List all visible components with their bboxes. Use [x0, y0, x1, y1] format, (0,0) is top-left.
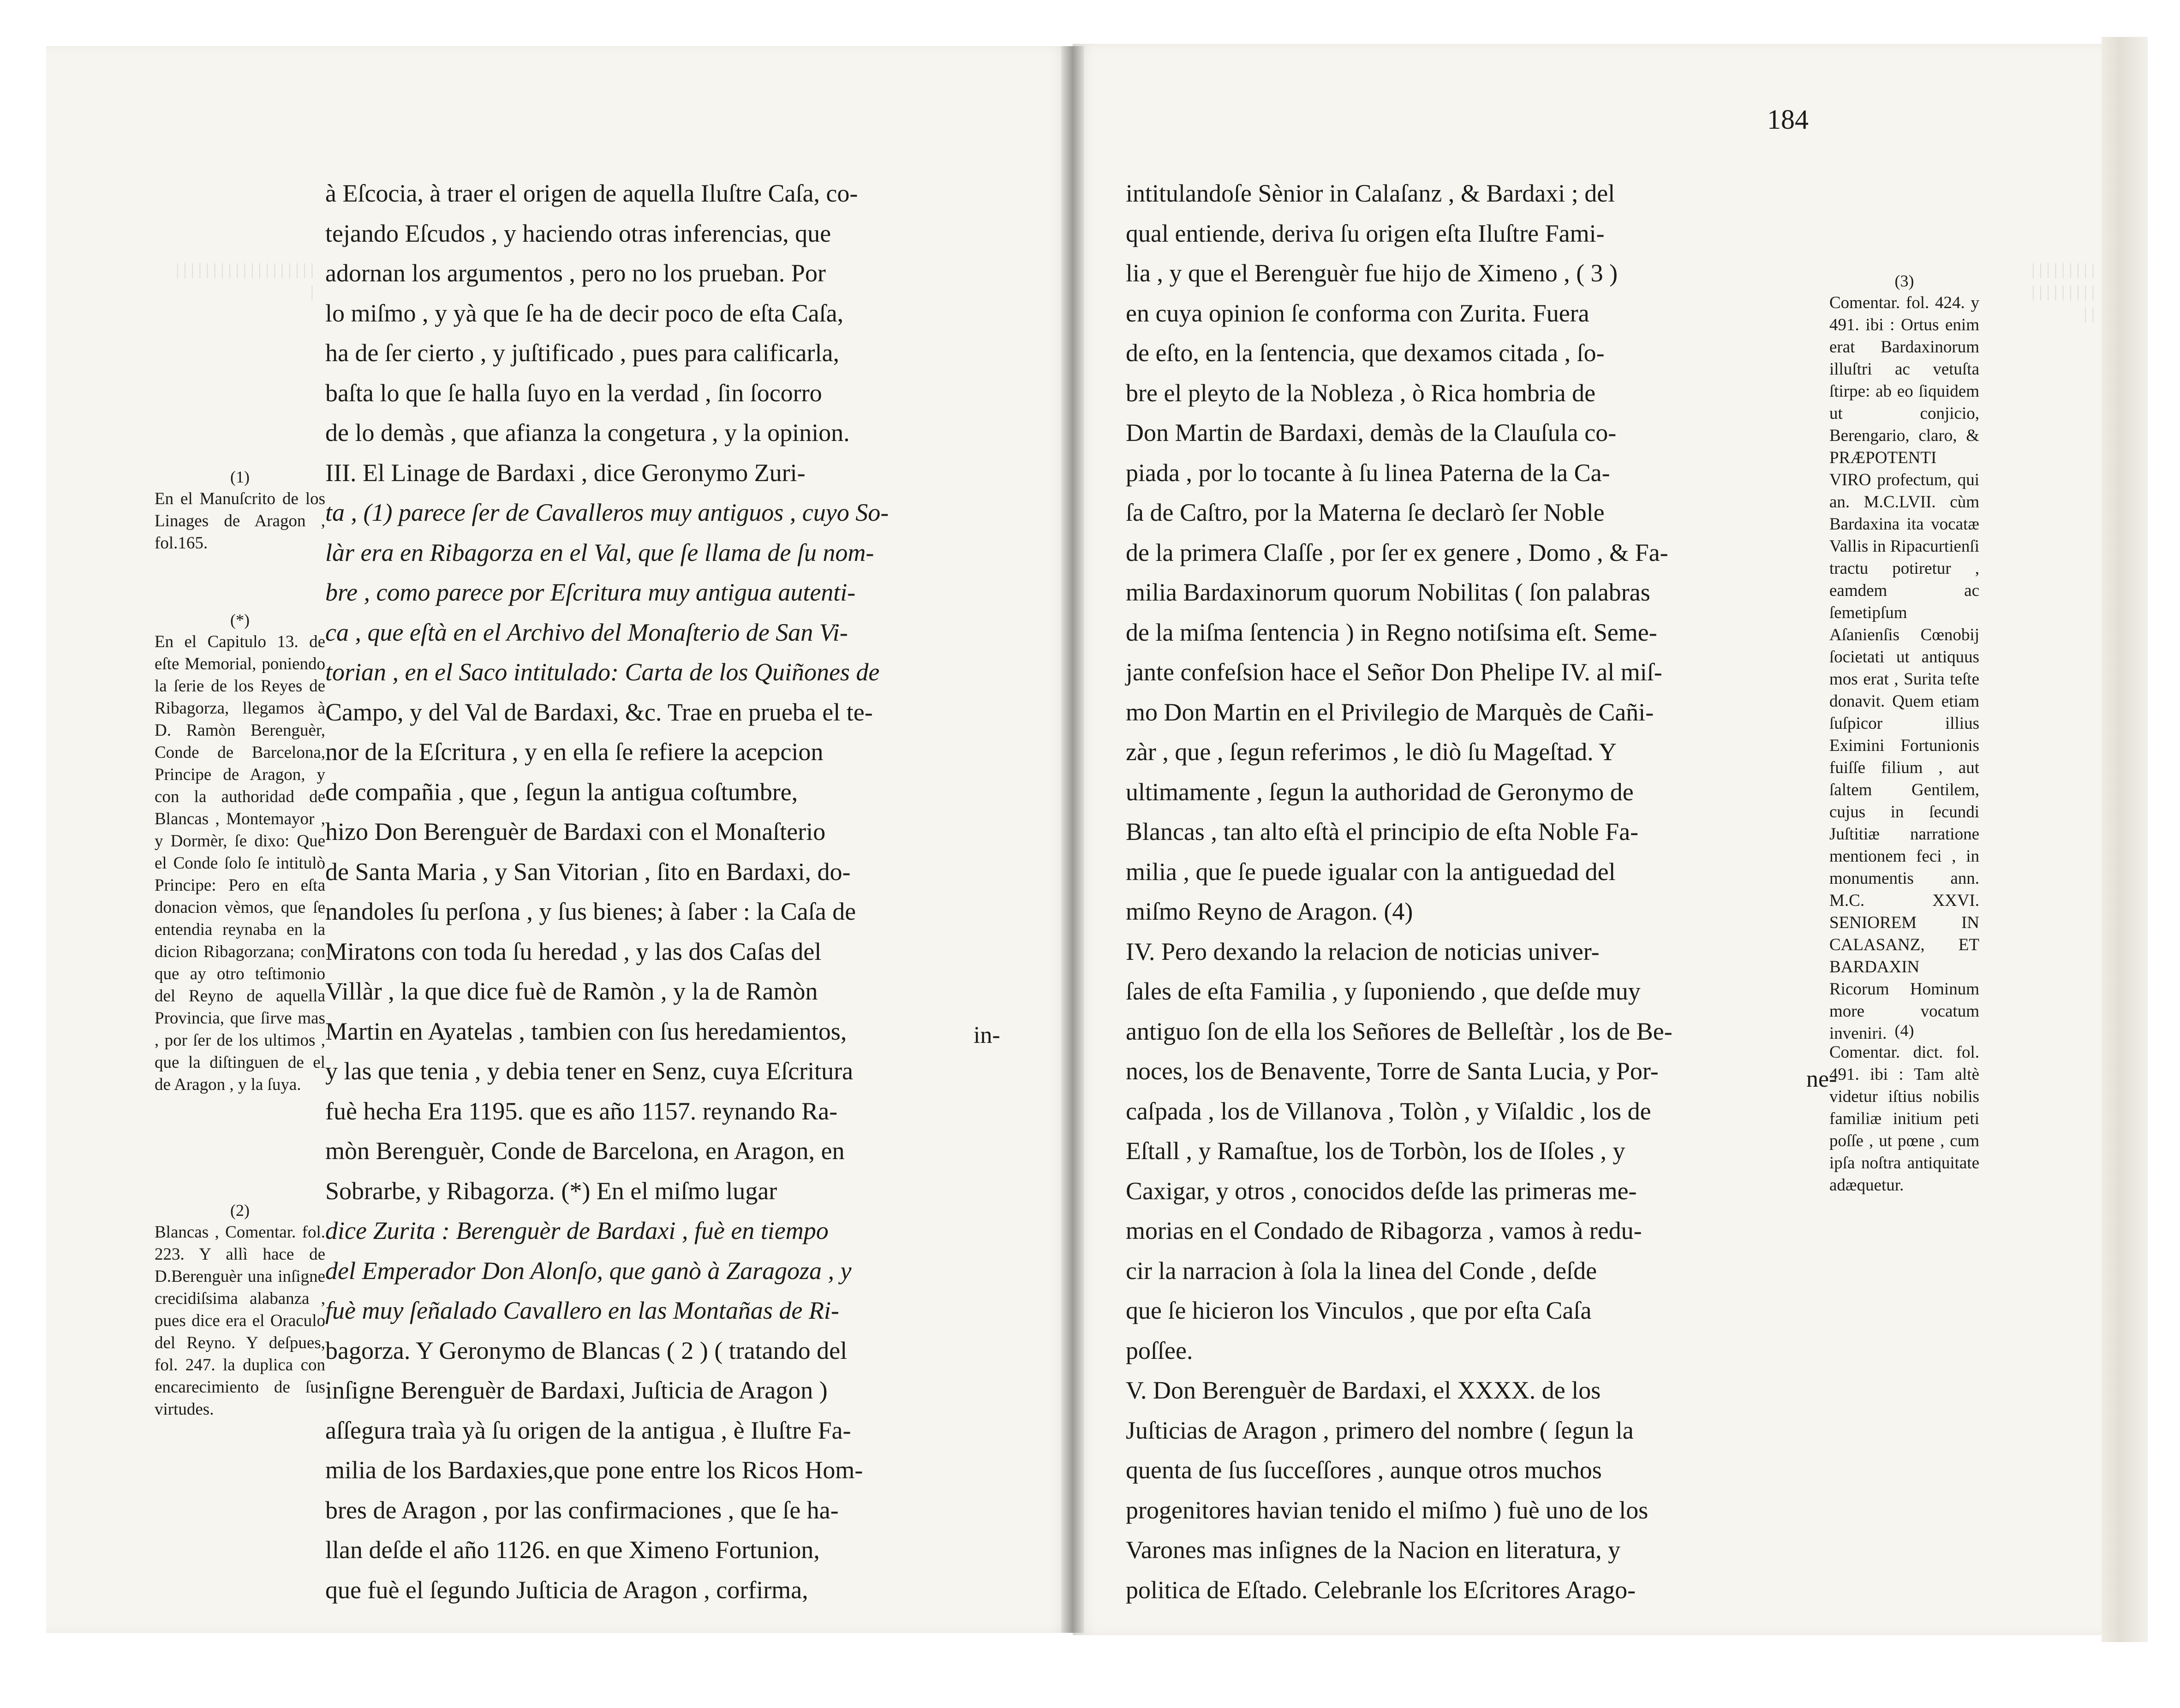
text-line: y las que tenia , y debia tener en Senz, cuya Eſcritura [325, 1057, 854, 1085]
text-line: ultimamente , ſegun la authoridad de Geronymo de [1126, 778, 1634, 806]
marginal-note-star [155, 609, 325, 1096]
text-line: adornan los argumentos , pero no los prueban. Por [325, 259, 826, 287]
text-line: de eſto, en la ſentencia, que dexamos citada , ſo- [1126, 339, 1605, 367]
text-line: del Emperador Don Alonſo, que ganò à Zaragoza , y [325, 1256, 852, 1285]
text-line: morias en el Condado de Ribagorza , vamos à redu- [1126, 1217, 1642, 1244]
marginal-note-4 [1829, 1019, 1979, 1196]
text-line: Villàr , la que dice fuè de Ramòn , y la de Ramòn [325, 977, 818, 1005]
text-line: mòn Berenguèr, Conde de Barcelona, en Aragon, en [325, 1137, 845, 1165]
text-line: Varones mas inſignes de la Nacion en literatura, y [1126, 1536, 1621, 1564]
text-line: caſpada , los de Villanova , Tolòn , y Viſaldic , los de [1126, 1097, 1651, 1125]
text-line: bre , como parece por Eſcritura muy antigua autenti- [325, 578, 856, 606]
text-line: ca , que eſtà en el Archivo del Monaſterio de San Vi- [325, 618, 848, 646]
catchword-right: ne- [1806, 1066, 1837, 1092]
text-line: Blancas , tan alto eſtà el principio de eſta Noble Fa- [1126, 818, 1639, 845]
page-number: 184 [1767, 104, 1809, 135]
text-line: ſales de eſta Familia , y ſuponiendo , que deſde muy [1126, 977, 1641, 1005]
text-line: Sobrarbe, y Ribagorza. (*) En el miſmo lugar [325, 1177, 777, 1205]
text-line: aſſegura traìa yà ſu origen de la antigua , è Iluſtre Fa- [325, 1416, 851, 1444]
marginal-note-1 [155, 466, 325, 554]
text-line: que ſe hicieron los Vinculos , que por eſta Caſa [1126, 1297, 1592, 1324]
text-line: Don Martin de Bardaxi, demàs de la Clauſula co- [1126, 419, 1617, 446]
bleed-through-left: | | | | | | | | | | | | | | | | | | | | [176, 260, 314, 301]
text-line: cir la narracion à ſola la linea del Conde , deſde [1126, 1256, 1597, 1285]
catchword-left: in- [974, 1022, 1000, 1048]
text-line: ta , (1) parece ſer de Cavalleros muy antiguos , cuyo So- [325, 499, 889, 526]
text-line: fuè muy ſeñalado Cavallero en las Montañas de Ri- [325, 1297, 839, 1324]
text-line: inſigne Berenguèr de Bardaxi, Juſticia de Aragon ) [325, 1376, 828, 1404]
text-line: zàr , que , ſegun referimos , le diò ſu Mageſtad. Y [1126, 738, 1617, 766]
text-line: de la primera Claſſe , por ſer ex genere , Domo , & Fa- [1126, 538, 1668, 566]
text-line: llan deſde el año 1126. en que Ximeno Fortunion, [325, 1536, 820, 1564]
text-line: bagorza. Y Geronymo de Blancas ( 2 ) ( tratando del [325, 1336, 848, 1364]
bleed-through-right: | | | | | | | | | | | | | | | | | | | | [2031, 260, 2095, 323]
text-line: hizo Don Berenguèr de Bardaxi con el Monaſterio [325, 818, 826, 845]
text-line: dice Zurita : Berenguèr de Bardaxi , fuè en tiempo [325, 1217, 829, 1244]
text-line: de lo demàs , que afianza la congetura , y la opinion. [325, 419, 850, 446]
text-line: baſta lo que ſe halla ſuyo en la verdad , ſin ſocorro [325, 379, 822, 407]
text-line: nor de la Eſcritura , y en ella ſe refiere la acepcion [325, 738, 824, 766]
text-line: bre el pleyto de la Nobleza , ò Rica hombria de [1126, 379, 1596, 407]
text-line: milia , que ſe puede igualar con la antiguedad del [1126, 857, 1616, 886]
text-line: intitulandoſe Sènior in Calaſanz , & Bardaxi ; del [1126, 179, 1615, 207]
text-line: piada , por lo tocante à ſu linea Paterna de la Ca- [1126, 458, 1610, 487]
note-mark: (*) [230, 611, 250, 629]
note-mark: (2) [230, 1201, 250, 1220]
note-mark: (3) [1894, 272, 1914, 290]
text-line: ſa de Caſtro, por la Materna ſe declarò ſer Noble [1126, 499, 1605, 526]
text-line: lo miſmo , y yà que ſe ha de decir poco de eſta Caſa, [325, 299, 844, 327]
text-line: jante confeſsion hace el Señor Don Phelipe IV. al miſ- [1126, 658, 1662, 686]
text-line: noces, los de Benavente, Torre de Santa Lucia, y Por- [1126, 1057, 1659, 1085]
text-line: politica de Eſtado. Celebranle los Eſcritores Arago- [1126, 1576, 1636, 1604]
text-line: en cuya opinion ſe conforma con Zurita. Fuera [1126, 299, 1589, 327]
marginal-note-3 [1829, 270, 1979, 1045]
marginal-note-2 [155, 1199, 325, 1421]
text-line: de la miſma ſentencia ) in Regno notiſsima eſt. Seme- [1126, 618, 1657, 646]
text-line: miſmo Reyno de Aragon. (4) [1126, 898, 1413, 925]
text-line: Martin en Ayatelas , tambien con ſus heredamientos, [325, 1017, 847, 1045]
text-line: làr era en Ribagorza en el Val, que ſe llama de ſu nom- [325, 538, 874, 566]
text-line: tejando Eſcudos , y haciendo otras inferencias, que [325, 219, 831, 247]
text-line: poſſee. [1126, 1336, 1193, 1364]
text-line: progenitores havian tenido el miſmo ) fuè uno de los [1126, 1496, 1648, 1524]
text-line: antiguo ſon de ella los Señores de Belleſtàr , los de Be- [1126, 1017, 1672, 1045]
text-line: à Eſcocia, à traer el origen de aquella Iluſtre Caſa, co- [325, 179, 858, 207]
text-line: III. El Linage de Bardaxi , dice Geronymo Zuri- [325, 458, 806, 487]
text-line: Campo, y del Val de Bardaxi, &c. Trae en prueba el te- [325, 698, 873, 726]
text-line: quenta de ſus ſucceſſores , aunque otros muchos [1126, 1456, 1602, 1484]
right-page-body [1126, 173, 1822, 1610]
text-line: torian , en el Saco intitulado: Carta de los Quiñones de [325, 658, 880, 686]
text-line: bres de Aragon , por las confirmaciones , que ſe ha- [325, 1496, 839, 1524]
note-text: Comentar. fol. 424. y 491. ibi : Ortus enim erat Bardaxinorum illuſtri ac vetuſta ſtirpe: ab eo ſiquidem ut conjicio, Berengario, claro, & PRÆPOTENTI VIRO profectum, qui an. M.C.LVII. cùm Bardaxina ita vocatæ Vallis in Ripacurtienſi tractu potiretur , eamdem ac ſemetipſum Aſanienſis Cœnobij ſocietati ut antiquus mos erat , Surita teſte donavit. Quem etiam ſuſpicor illius Eximini Fortunionis fuiſſe filium , aut ſaltem Gentilem, cujus in ſecundi Juſtitiæ narratione mentionem feci , in monumentis ann. M.C. XXVI. SENIOREM IN CALASANZ, ET BARDAXIN Ricorum Hominum more vocatum inveniri. [1829, 293, 1979, 1043]
note-mark: (4) [1894, 1021, 1914, 1040]
page-edge [2102, 37, 2148, 1642]
text-line: mo Don Martin en el Privilegio de Marquès de Cañi- [1126, 698, 1654, 726]
text-line: Caxigar, y otros , conocidos deſde las primeras me- [1126, 1177, 1637, 1205]
note-text: Blancas , Comentar. fol. 223. Y allì hace de D.Berenguèr una inſigne crecidiſsima alabanza , pues dice era el Oraculo del Reyno. Y deſpues, fol. 247. la duplica con encarecimiento de ſus virtudes. [155, 1223, 325, 1419]
note-text: Comentar. dict. fol. 491. ibi : Tam altè videtur iſtius nobilis familiæ initium peti poſſe , ut pœne , cum ipſa noſtra antiquitate adæquetur. [1829, 1043, 1979, 1195]
text-line: que fuè el ſegundo Juſticia de Aragon , corfirma, [325, 1576, 808, 1604]
text-line: lia , y que el Berenguèr fue hijo de Ximeno , ( 3 ) [1126, 259, 1618, 287]
text-line: qual entiende, deriva ſu origen eſta Iluſtre Fami- [1126, 219, 1605, 247]
left-page-body [325, 173, 1020, 1610]
text-line: ha de ſer cierto , y juſtificado , pues para calificarla, [325, 339, 839, 367]
text-line: de compañia , que , ſegun la antigua coſtumbre, [325, 778, 798, 806]
text-line: Juſticias de Aragon , primero del nombre ( ſegun la [1126, 1416, 1634, 1444]
text-line: de Santa Maria , y San Vitorian , ſito en Bardaxi, do- [325, 857, 851, 886]
note-text: En el Capitulo 13. de eſte Memorial, poniendo la ſerie de los Reyes de Ribagorza, llegamos à D. Ramòn Berenguèr, Conde de Barcelona, Principe de Aragon, y con la authoridad de Blancas , Montemayor , y Dormèr, ſe dixo: Que el Conde ſolo ſe intitulò Principe: Pero en eſta donacion vèmos, que ſe entendia reynaba en la dicion Ribagorzana; con que ay otro teſtimonio del Reyno de aquella Provincia, que ſirve mas , por ſer de los ultimos , que la diſtinguen de el de Aragon , y la ſuya. [155, 632, 325, 1094]
text-line: fuè hecha Era 1195. que es año 1157. reynando Ra- [325, 1097, 838, 1125]
text-line: milia Bardaxinorum quorum Nobilitas ( ſon palabras [1126, 578, 1650, 606]
note-text: En el Manuſcrito de los Linages de Aragon , fol.165. [155, 489, 325, 553]
text-line: milia de los Bardaxies,que pone entre los Ricos Hom- [325, 1456, 863, 1484]
text-line: IV. Pero dexando la relacion de noticias univer- [1126, 937, 1600, 965]
text-line: Eſtall , y Ramaſtue, los de Torbòn, los de Iſoles , y [1126, 1137, 1625, 1165]
text-line: V. Don Berenguèr de Bardaxi, el XXXX. de los [1126, 1376, 1601, 1404]
text-line: Miratons con toda ſu heredad , y las dos Caſas del [325, 937, 822, 965]
book-gutter [1061, 46, 1084, 1633]
note-mark: (1) [230, 468, 250, 486]
text-line: nandoles ſu perſona , y ſus bienes; à ſaber : la Caſa de [325, 898, 856, 925]
